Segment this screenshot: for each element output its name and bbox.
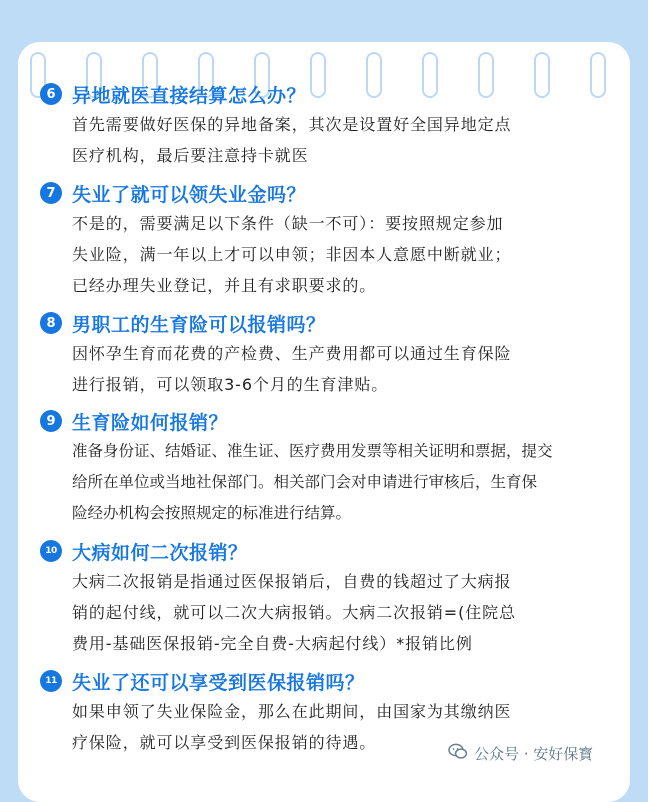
answer-line: 进行报销，可以领取3-6个月的生育津贴。 — [72, 375, 389, 394]
answer-line: 给所在单位或当地社保部门。相关部门会对申请进行审核后，生育保 — [72, 473, 538, 491]
qa-item-7 — [40, 178, 620, 301]
answer-line: 准备身份证、结婚证、准生证、医疗费用发票等相关证明和票据，提交 — [72, 442, 553, 460]
answer-line: 因怀孕生育而花费的产检费、生产费用都可以通过生育保险 — [72, 344, 512, 363]
number-badge: 7 — [40, 182, 62, 204]
answer-line: 医疗机构，最后要注意持卡就医 — [72, 146, 309, 165]
answer-line: 疗保险，就可以享受到医保报销的待遇。 — [72, 733, 377, 752]
number-badge: 6 — [40, 83, 62, 105]
number-badge: 11 — [40, 670, 62, 692]
question-heading — [40, 536, 620, 566]
watermark — [448, 743, 593, 764]
qa-item-6 — [40, 79, 620, 171]
answer-line: 如果申领了失业保险金，那么在此期间，由国家为其缴纳医 — [72, 702, 512, 721]
qa-item-9 — [40, 406, 620, 529]
question-text: 大病如何二次报销？ — [72, 541, 248, 564]
number-badge: 10 — [40, 540, 62, 562]
number-badge: 8 — [40, 312, 62, 334]
qa-item-10 — [40, 536, 620, 659]
number-badge: 9 — [40, 410, 62, 432]
answer-line: 不是的，需要满足以下条件（缺一不可）：要按照规定参加 — [72, 214, 504, 233]
answer-line: 已经办理失业登记，并且有求职要求的。 — [72, 276, 377, 295]
question-text: 异地就医直接结算怎么办？ — [72, 84, 307, 107]
watermark-text: 公众号 · 安好保寳 — [474, 745, 594, 763]
answer-line: 首先需要做好医保的异地备案，其次是设置好全国异地定点 — [72, 115, 512, 134]
question-heading — [40, 178, 620, 208]
question-heading — [40, 79, 620, 109]
question-text: 失业了就可以领失业金吗？ — [72, 183, 307, 206]
answer-line: 费用-基础医保报销-完全自费-大病起付线）*报销比例 — [72, 634, 473, 653]
answer-line: 销的起付线，就可以二次大病报销。大病二次报销=(住院总 — [72, 603, 516, 622]
question-text: 男职工的生育险可以报销吗？ — [72, 313, 326, 336]
wechat-icon — [448, 743, 468, 764]
question-heading — [40, 666, 620, 696]
question-heading — [40, 308, 620, 338]
question-text: 生育险如何报销？ — [72, 411, 229, 434]
answer-line: 大病二次报销是指通过医保报销后，自费的钱超过了大病报 — [72, 572, 512, 591]
answer-line: 险经办机构会按照规定的标准进行结算。 — [72, 504, 352, 522]
question-text: 失业了还可以享受到医保报销吗？ — [72, 671, 365, 694]
question-heading — [40, 406, 620, 436]
answer-line: 失业险，满一年以上才可以申领；非因本人意愿中断就业； — [72, 245, 512, 264]
qa-item-8 — [40, 308, 620, 400]
